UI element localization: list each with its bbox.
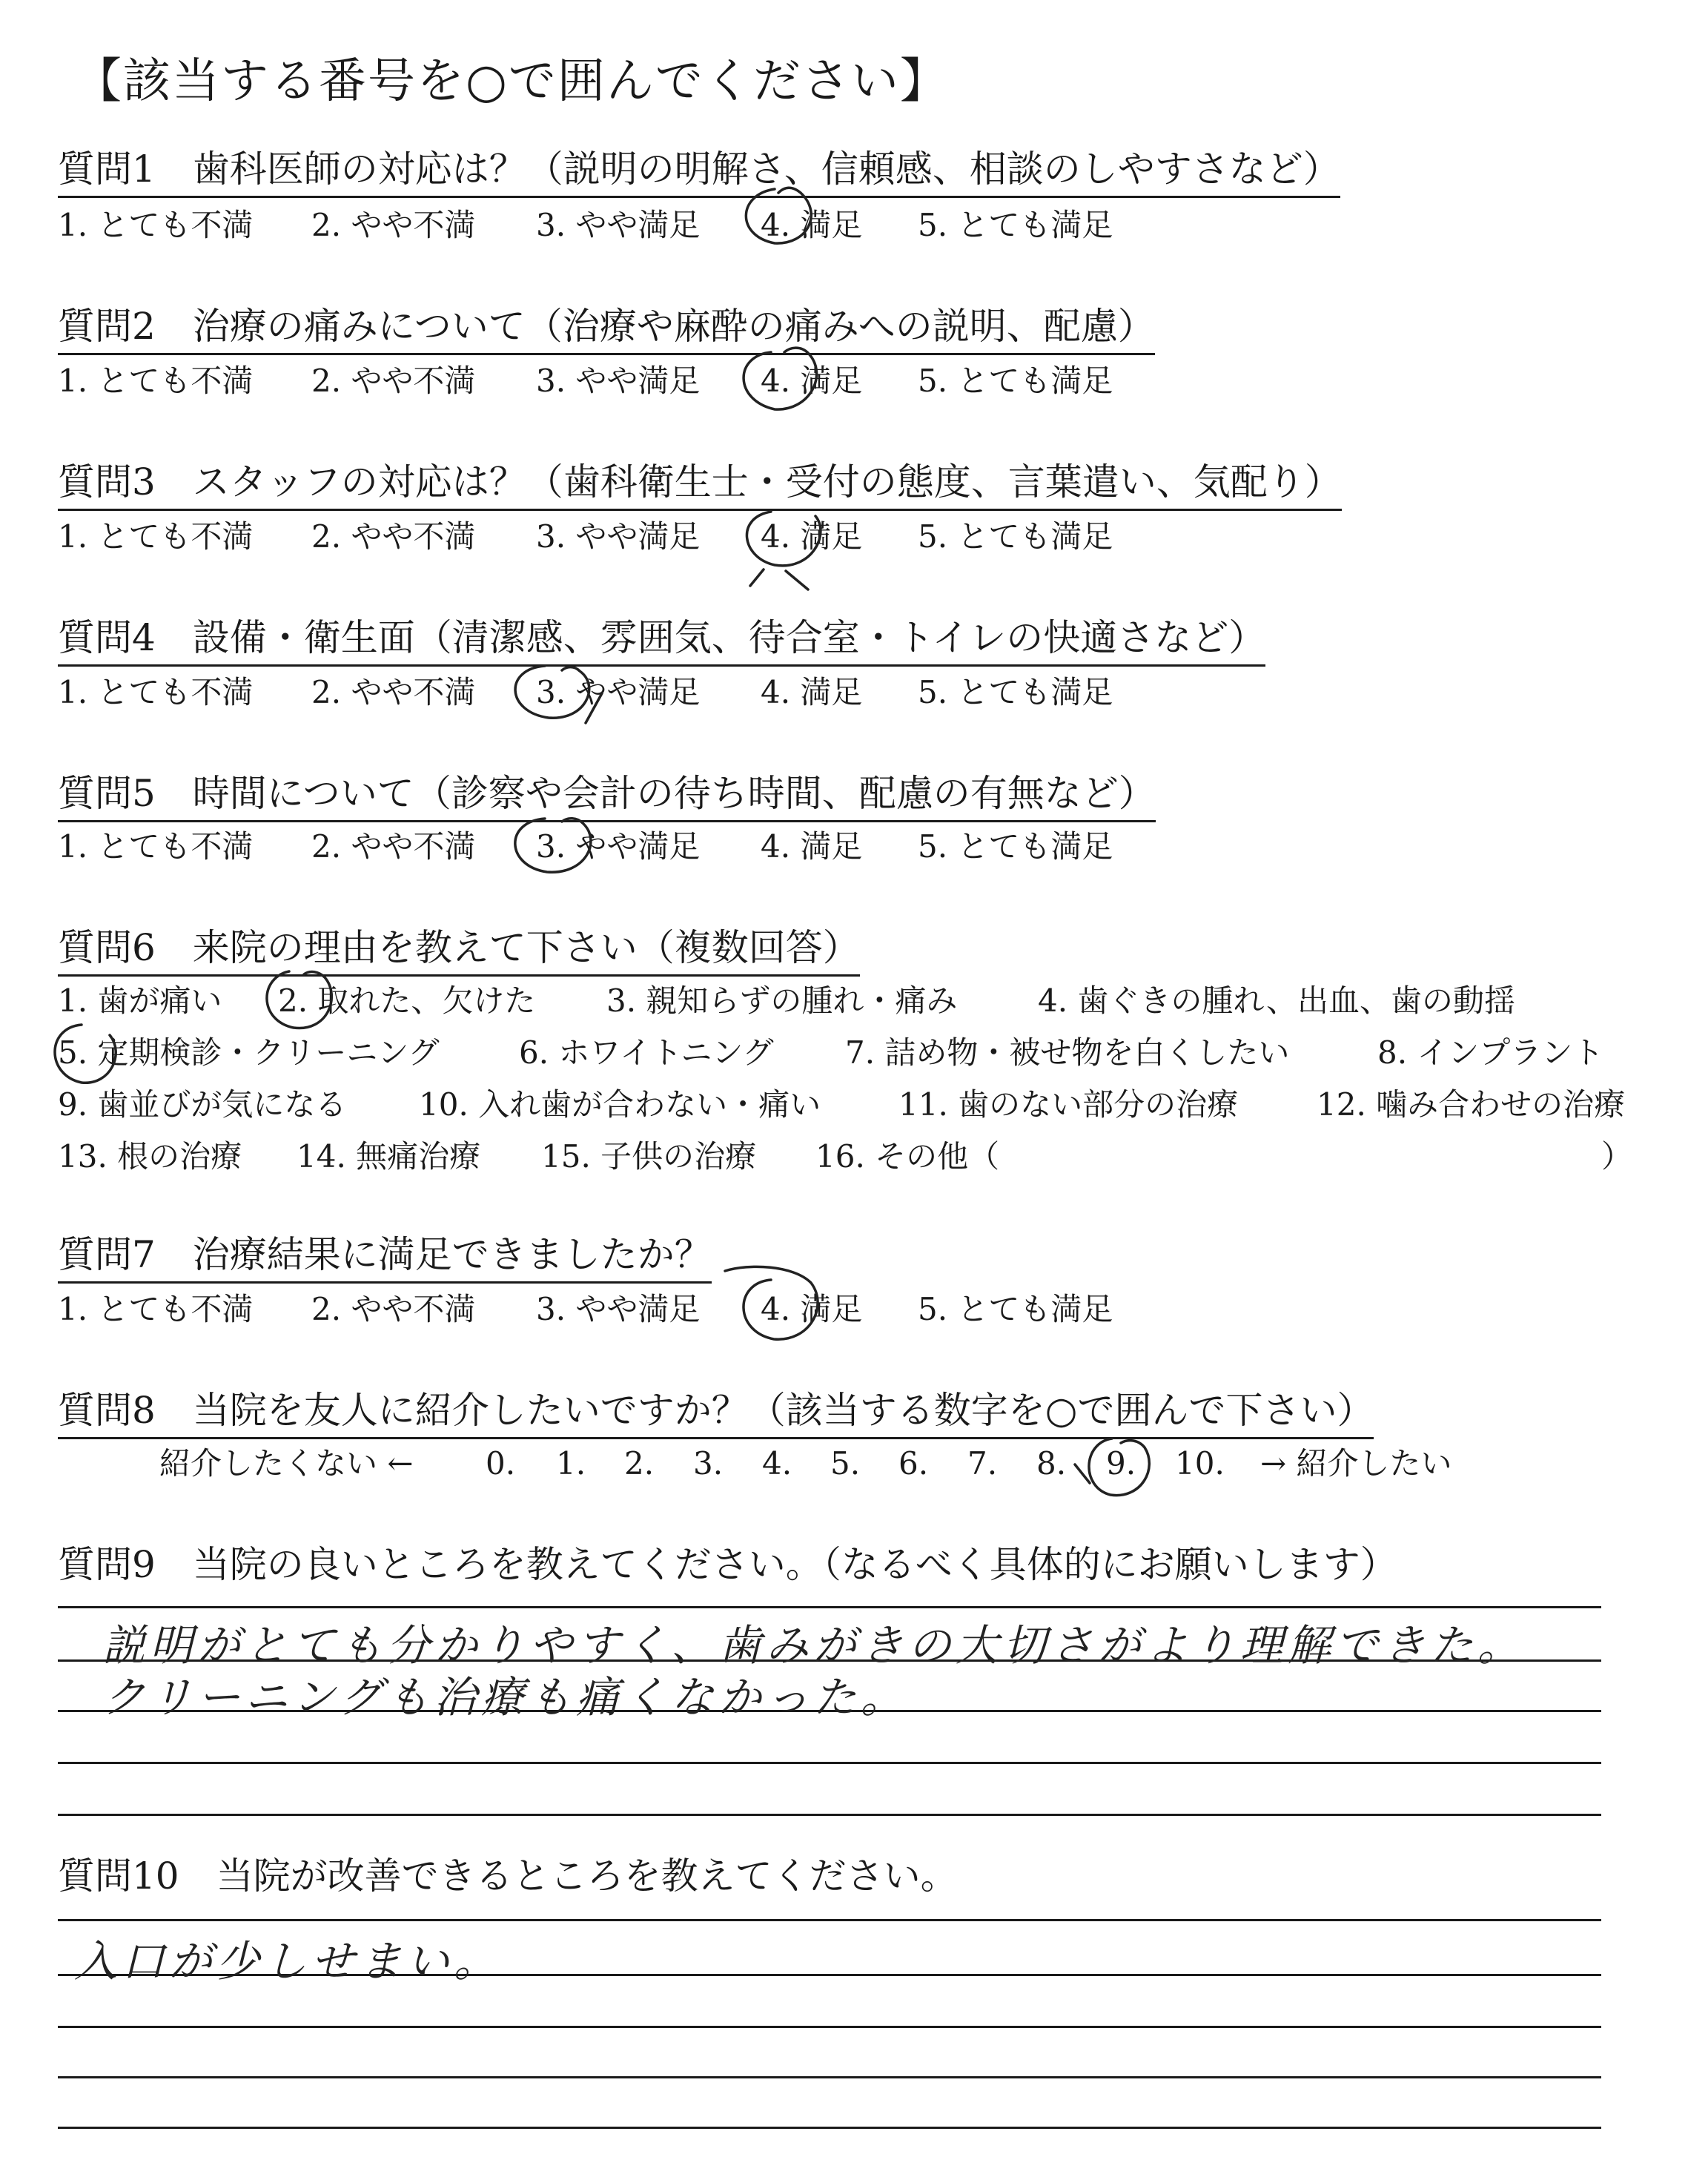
- q10-handwritten-answer[interactable]: 入口が少しせまい。: [74, 1936, 502, 1986]
- q6-option-7[interactable]: 7. 詰め物・被せ物を白くしたい: [845, 1034, 1290, 1071]
- q4-option-4[interactable]: 4. 満足: [761, 674, 863, 710]
- q2-option-5[interactable]: 5. とても満足: [918, 363, 1113, 399]
- q6-option-9[interactable]: 9. 歯並びが気になる: [58, 1086, 347, 1123]
- q5-option-3[interactable]: 3. やや満足: [536, 828, 701, 865]
- q4-option-1[interactable]: 1. とても不満: [58, 674, 254, 710]
- question-7-label: 質問7 治療結果に満足できましたか？: [58, 1232, 712, 1284]
- q6-option-15[interactable]: 15. 子供の治療: [541, 1138, 757, 1175]
- q9-handwritten-answer-1[interactable]: 説明がとても分かりやすく、歯みがきの大切さがより理解できた。: [102, 1620, 1525, 1671]
- q5-option-1[interactable]: 1. とても不満: [58, 828, 254, 865]
- q1-option-4[interactable]: 4. 満足: [761, 207, 863, 243]
- q8-scale-0[interactable]: 0.: [486, 1445, 516, 1482]
- q9-answer-line-1: [58, 1606, 1601, 1608]
- q8-scale-6[interactable]: 6.: [898, 1445, 929, 1482]
- q1-option-2[interactable]: 2. やや不満: [311, 207, 476, 243]
- q8-scale-2[interactable]: 2.: [624, 1445, 655, 1482]
- q7-option-2[interactable]: 2. やや不満: [311, 1291, 476, 1327]
- q2-option-2[interactable]: 2. やや不満: [311, 363, 476, 399]
- q1-option-5[interactable]: 5. とても満足: [918, 207, 1113, 243]
- q6-option-16[interactable]: 16. その他（: [815, 1138, 1000, 1175]
- question-8-label: 質問8 当院を友人に紹介したいですか？（該当する数字を○で囲んで下さい）: [58, 1388, 1374, 1439]
- q6-option-10[interactable]: 10. 入れ歯が合わない・痛い: [419, 1086, 821, 1123]
- page-title: 【該当する番号を○で囲んでください】: [74, 54, 949, 109]
- q2-option-4[interactable]: 4. 満足: [761, 363, 863, 399]
- q6-option-11[interactable]: 11. 歯のない部分の治療: [898, 1086, 1239, 1123]
- q6-other-close-paren: ）: [1601, 1138, 1633, 1175]
- q6-option-3[interactable]: 3. 親知らずの腫れ・痛み: [606, 982, 958, 1019]
- q8-scale-7[interactable]: 7.: [967, 1445, 998, 1482]
- q3-option-4[interactable]: 4. 満足: [761, 518, 863, 555]
- q10-answer-line-1: [58, 1919, 1601, 1921]
- q3-option-2[interactable]: 2. やや不満: [311, 518, 476, 555]
- question-4-label: 質問4 設備・衛生面（清潔感、雰囲気、待合室・トイレの快適さなど）: [58, 615, 1265, 667]
- q9-answer-line-4: [58, 1762, 1601, 1764]
- q8-scale-3[interactable]: 3.: [693, 1445, 724, 1482]
- question-5-label: 質問5 時間について（診察や会計の待ち時間、配慮の有無など）: [58, 771, 1156, 822]
- question-2-label: 質問2 治療の痛みについて（治療や麻酔の痛みへの説明、配慮）: [58, 304, 1155, 355]
- q8-scale-left-label: 紹介したくない ←: [159, 1445, 414, 1482]
- q8-scale-5[interactable]: 5.: [830, 1445, 861, 1482]
- q4-option-3[interactable]: 3. やや満足: [536, 674, 701, 710]
- q6-option-5[interactable]: 5. 定期検診・クリーニング: [58, 1034, 440, 1071]
- question-10-label: 質問10 当院が改善できるところを教えてください。: [58, 1855, 958, 1898]
- q8-scale-8[interactable]: 8.: [1036, 1445, 1067, 1482]
- q6-option-13[interactable]: 13. 根の治療: [58, 1138, 242, 1175]
- q6-option-2[interactable]: 2. 取れた、欠けた: [278, 982, 536, 1019]
- q8-scale-4[interactable]: 4.: [762, 1445, 792, 1482]
- q6-option-6[interactable]: 6. ホワイトニング: [519, 1034, 774, 1071]
- q1-option-1[interactable]: 1. とても不満: [58, 207, 254, 243]
- q2-option-3[interactable]: 3. やや満足: [536, 363, 701, 399]
- q7-option-1[interactable]: 1. とても不満: [58, 1291, 254, 1327]
- q6-option-12[interactable]: 12. 噛み合わせの治療: [1317, 1086, 1626, 1123]
- q6-option-1[interactable]: 1. 歯が痛い: [58, 982, 222, 1019]
- q5-option-5[interactable]: 5. とても満足: [918, 828, 1113, 865]
- q7-option-4[interactable]: 4. 満足: [761, 1291, 863, 1327]
- question-1-label: 質問1 歯科医師の対応は？（説明の明解さ、信頼感、相談のしやすさなど）: [58, 147, 1340, 198]
- q4-option-5[interactable]: 5. とても満足: [918, 674, 1113, 710]
- q7-option-5[interactable]: 5. とても満足: [918, 1291, 1113, 1327]
- q5-option-4[interactable]: 4. 満足: [761, 828, 863, 865]
- question-3-label: 質問3 スタッフの対応は？（歯科衛生士・受付の態度、言葉遣い、気配り）: [58, 460, 1342, 511]
- q3-option-5[interactable]: 5. とても満足: [918, 518, 1113, 555]
- q10-answer-line-5: [58, 2127, 1601, 2129]
- q9-handwritten-answer-2[interactable]: クリーニングも治療も痛くなかった。: [102, 1672, 908, 1723]
- question-6-label: 質問6 来院の理由を教えて下さい（複数回答）: [58, 925, 860, 977]
- q6-option-14[interactable]: 14. 無痛治療: [297, 1138, 481, 1175]
- q10-answer-line-4: [58, 2076, 1601, 2078]
- q8-scale-1[interactable]: 1.: [556, 1445, 586, 1482]
- q10-answer-line-3: [58, 2026, 1601, 2028]
- q5-option-2[interactable]: 2. やや不満: [311, 828, 476, 865]
- q3-option-3[interactable]: 3. やや満足: [536, 518, 701, 555]
- q3-option-1[interactable]: 1. とても不満: [58, 518, 254, 555]
- q6-option-8[interactable]: 8. インプラント: [1377, 1034, 1604, 1071]
- q8-scale-right-label: → 紹介したい: [1260, 1445, 1452, 1482]
- q9-answer-line-5: [58, 1814, 1601, 1816]
- q8-scale-9[interactable]: 9.: [1106, 1445, 1136, 1482]
- question-9-label: 質問9 当院の良いところを教えてください。（なるべく具体的にお願いします）: [58, 1543, 1397, 1586]
- q2-option-1[interactable]: 1. とても不満: [58, 363, 254, 399]
- q1-option-3[interactable]: 3. やや満足: [536, 207, 701, 243]
- q6-option-4[interactable]: 4. 歯ぐきの腫れ、出血、歯の動揺: [1038, 982, 1515, 1019]
- q7-option-3[interactable]: 3. やや満足: [536, 1291, 701, 1327]
- q4-option-2[interactable]: 2. やや不満: [311, 674, 476, 710]
- q8-scale-10[interactable]: 10.: [1175, 1445, 1225, 1482]
